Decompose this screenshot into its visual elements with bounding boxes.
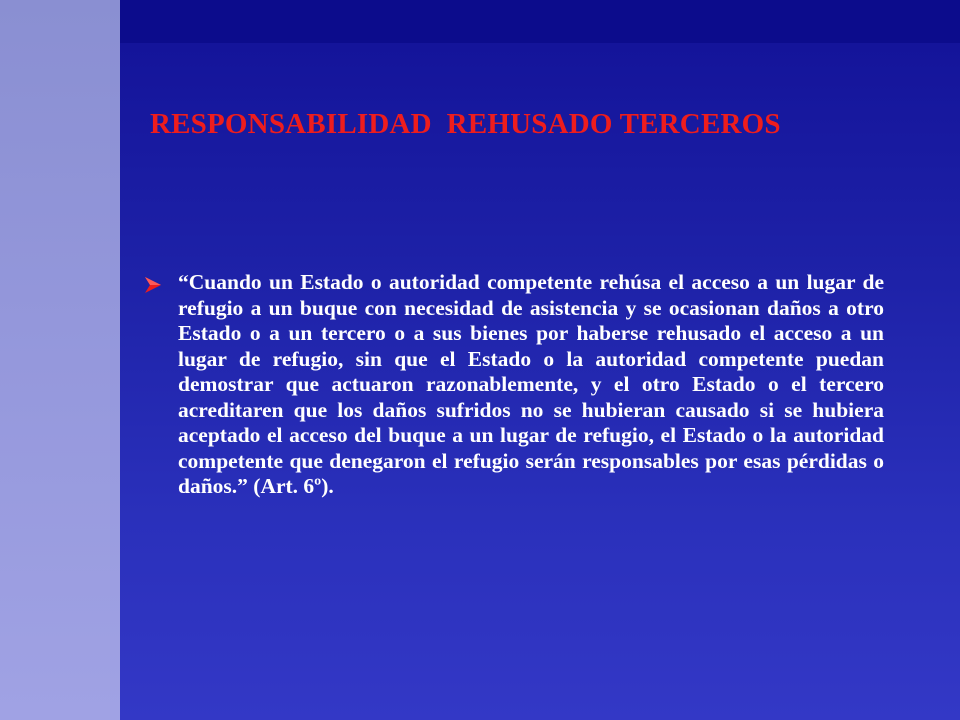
top-decorative-band — [120, 0, 960, 43]
bullet-text: “Cuando un Estado o autoridad competente rehúsa el acceso a un lugar de refugio a un buque con necesidad de asistencia y se ocasionan daños a otro Estado o a un tercero o a sus bienes por haberse rehusado el acceso a un lugar de refugio, sin que el Estado o la autoridad competente puedan demostrar que actuaron razonablemente, y el otro Estado o el tercero acreditaren que los daños sufridos no se hubieran causado si se hubiera aceptado el acceso del buque a un lugar de refugio, el Estado o la autoridad competente que denegaron el refugio serán responsables por esas pérdidas o daños.” (Art. 6º). — [178, 270, 884, 498]
left-decorative-band — [0, 0, 120, 720]
slide-title: RESPONSABILIDAD REHUSADO TERCEROS — [150, 108, 781, 140]
arrow-bullet-icon — [143, 276, 163, 294]
